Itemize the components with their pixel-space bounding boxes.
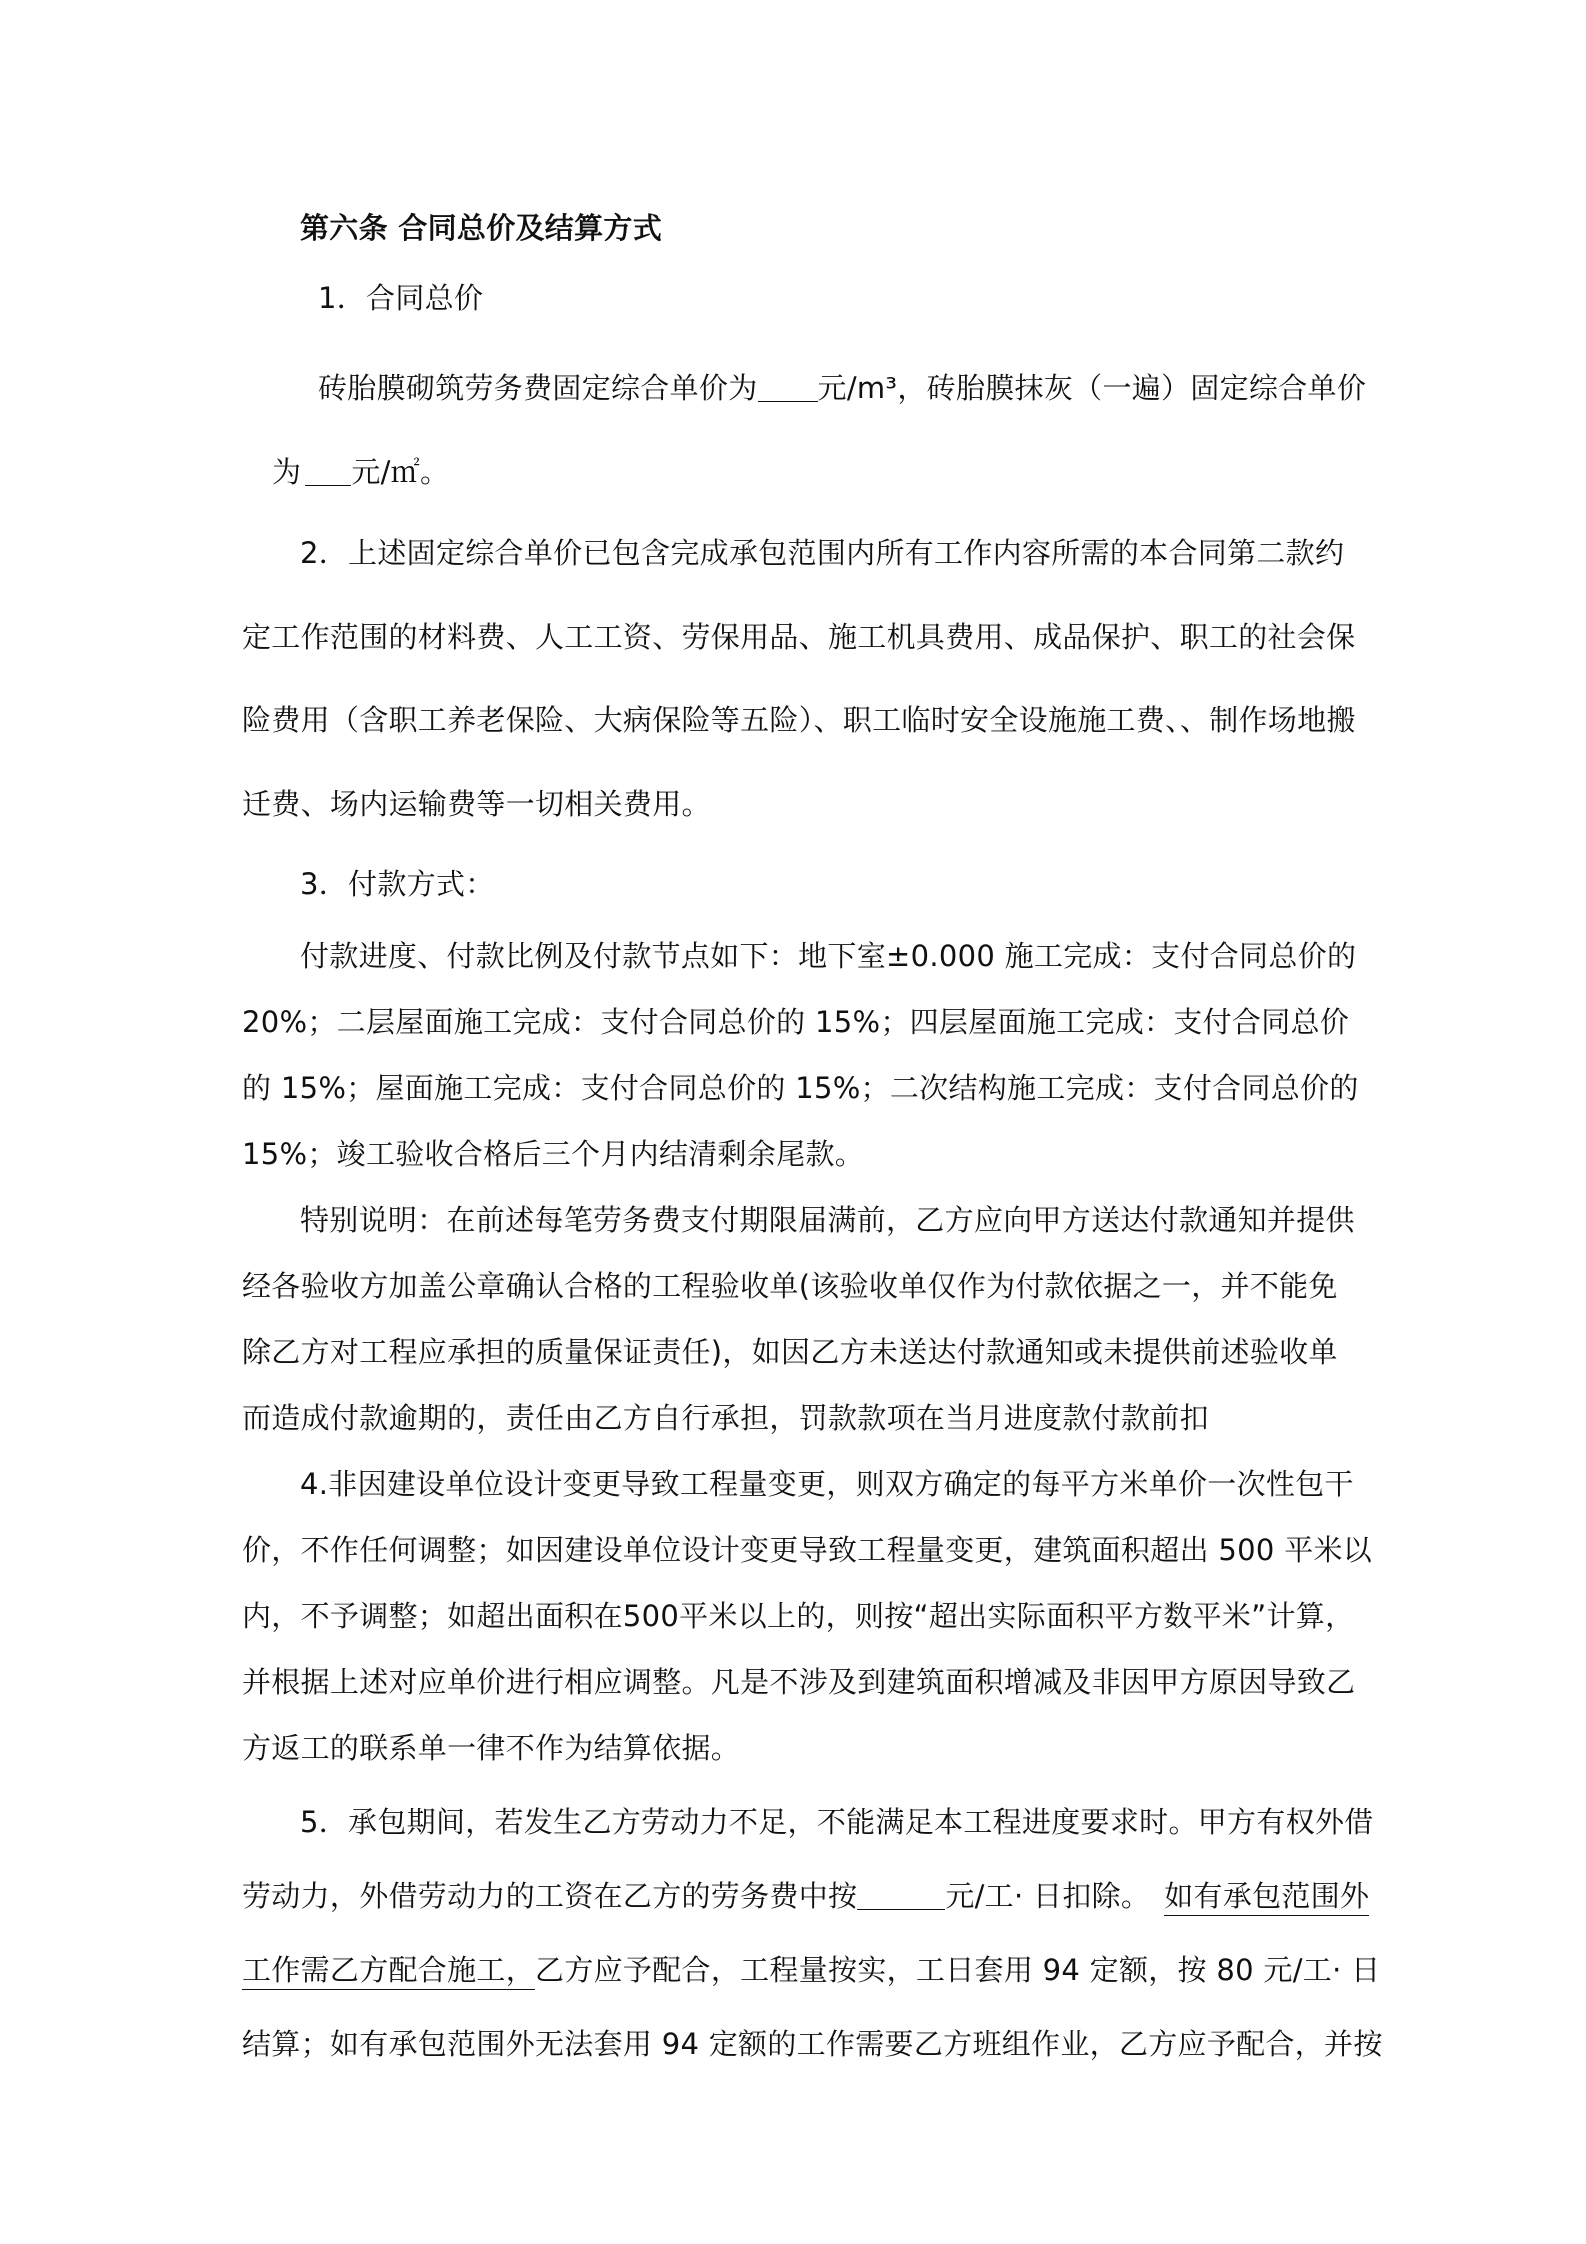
special-line-2: 经各验收方加盖公章确认合格的工程验收单(该验收单仅作为付款依据之一，并不能免 — [242, 1269, 1338, 1303]
item1-line-1-text-b: 元/m³，砖胎膜抹灰（一遍）固定综合单价 — [817, 371, 1367, 405]
item2-line-3: 险费用（含职工养老保险、大病保险等五险）、职工临时安全设施施工费、、制作场地搬 — [242, 703, 1356, 737]
item5-line-2-text-b: 元/工· 日扣除。 — [945, 1879, 1151, 1913]
item1-line-2 — [272, 452, 449, 492]
item4-line-2: 价，不作任何调整；如因建设单位设计变更导致工程量变更，建筑面积超出 500 平米以 — [242, 1533, 1373, 1567]
item4-line-4: 并根据上述对应单价进行相应调整。凡是不涉及到建筑面积增减及非因甲方原因导致乙 — [242, 1665, 1356, 1699]
item3-heading: 3．付款方式： — [300, 867, 495, 901]
item5-line-3 — [242, 1950, 1380, 1990]
item3-line-4: 15%；竣工验收合格后三个月内结清剩余尾款。 — [242, 1137, 865, 1171]
item4-line-3: 内，不予调整；如超出面积在500平米以上的，则按“超出实际面积平方数平米”计算， — [242, 1599, 1355, 1633]
item4-line-5: 方返工的联系单一律不作为结算依据。 — [242, 1731, 741, 1765]
item2-line-4: 迁费、场内运输费等一切相关费用。 — [242, 787, 711, 821]
item1-line-2-text-a: 为 — [272, 455, 302, 489]
item1-line-1-text-a: 砖胎膜砌筑劳务费固定综合单价为 — [318, 371, 758, 405]
item2-line-2: 定工作范围的材料费、人工工资、劳保用品、施工机具费用、成品保护、职工的社会保 — [242, 620, 1356, 654]
item5-line-4: 结算；如有承包范围外无法套用 94 定额的工作需要乙方班组作业，乙方应予配合，并按 — [242, 2027, 1383, 2061]
item4-line-1: 4.非因建设单位设计变更导致工程量变更，则双方确定的每平方米单价一次性包干 — [300, 1467, 1354, 1501]
item3-line-3: 的 15%；屋面施工完成：支付合同总价的 15%；二次结构施工完成：支付合同总价的 — [242, 1071, 1359, 1105]
item1-line-2-text-b: 元/㎡。 — [351, 455, 450, 489]
price-blank-m3 — [758, 371, 818, 402]
item5-line-2-text-a: 劳动力，外借劳动力的工资在乙方的劳务费中按 — [242, 1879, 858, 1913]
item5-line-2 — [242, 1876, 1369, 1916]
special-line-1: 特别说明：在前述每笔劳务费支付期限届满前，乙方应向甲方送达付款通知并提供 — [300, 1203, 1355, 1237]
item2-line-1: 2．上述固定综合单价已包含完成承包范围内所有工作内容所需的本合同第二款约 — [300, 536, 1345, 570]
item5-line-2-underlined: 如有承包范围外 — [1164, 1879, 1369, 1916]
special-line-4: 而造成付款逾期的，责任由乙方自行承担，罚款款项在当月进度款付款前扣 — [242, 1401, 1209, 1435]
item1-heading: 1．合同总价 — [318, 281, 484, 315]
item1-line-1 — [318, 368, 1366, 408]
item5-line-3-text: 乙方应予配合，工程量按实，工日套用 94 定额，按 80 元/工· 日 — [535, 1953, 1381, 1987]
item5-line-1: 5．承包期间，若发生乙方劳动力不足，不能满足本工程进度要求时。甲方有权外借 — [300, 1805, 1374, 1839]
item3-line-2: 20%；二层屋面施工完成：支付合同总价的 15%；四层屋面施工完成：支付合同总价 — [242, 1005, 1350, 1039]
deduction-rate-blank — [857, 1879, 945, 1910]
item3-line-1: 付款进度、付款比例及付款节点如下：地下室±0.000 施工完成：支付合同总价的 — [300, 939, 1357, 973]
price-blank-m2 — [305, 455, 351, 486]
special-line-3: 除乙方对工程应承担的质量保证责任)，如因乙方未送达付款通知或未提供前述验收单 — [242, 1335, 1338, 1369]
section-title: 第六条 合同总价及结算方式 — [300, 211, 662, 245]
item5-line-3-underlined: 工作需乙方配合施工， — [242, 1953, 535, 1990]
